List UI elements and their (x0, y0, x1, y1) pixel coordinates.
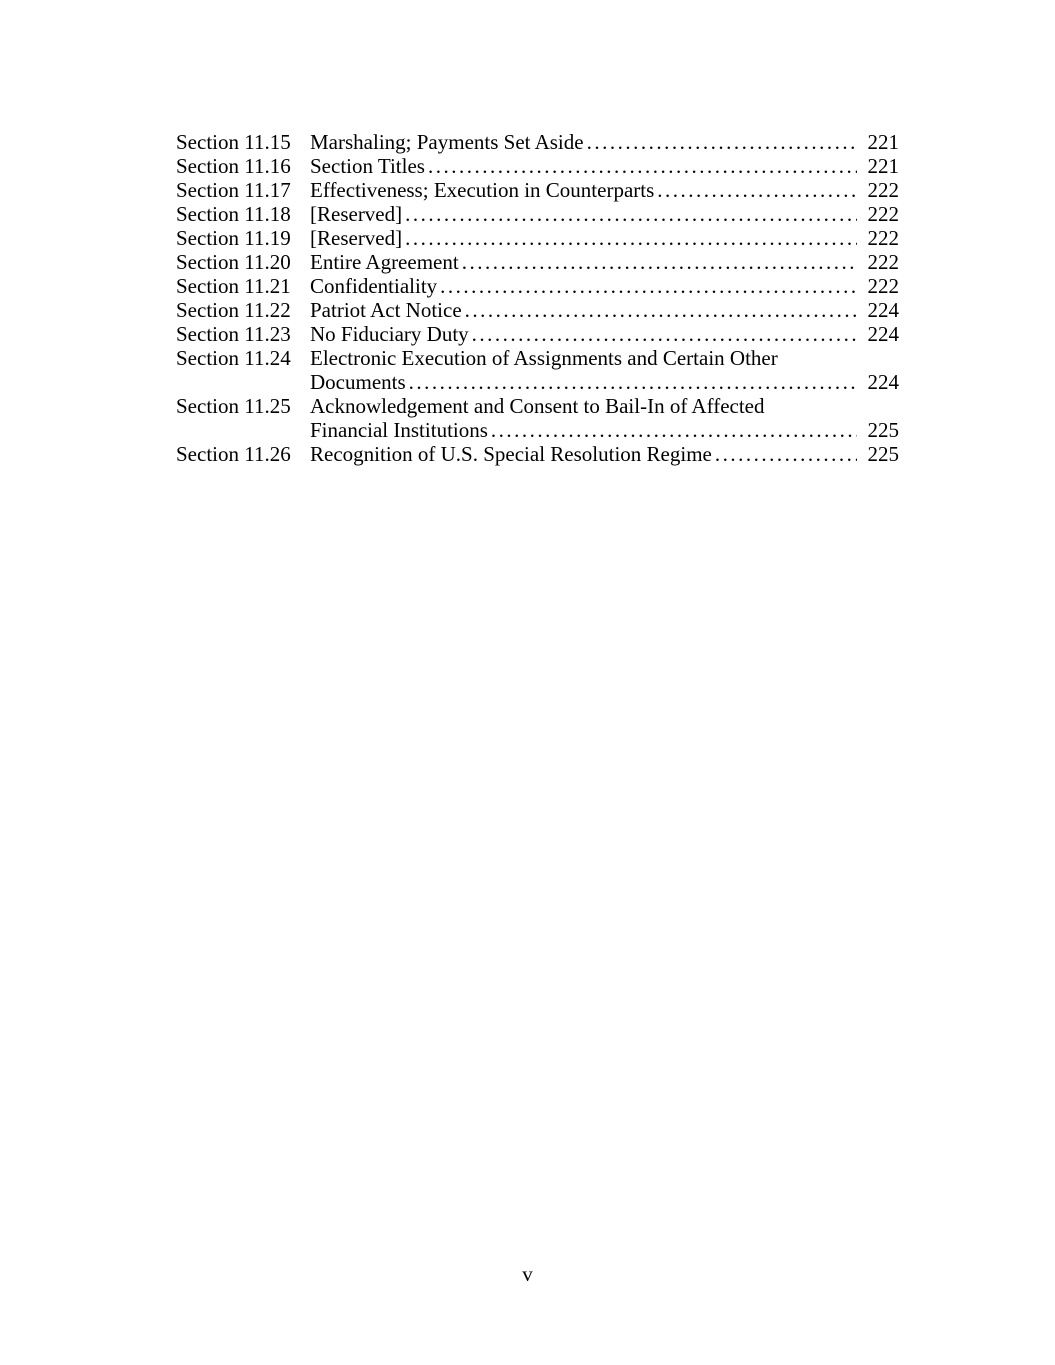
toc-page-number: 222 (867, 250, 899, 274)
dot-leader (405, 202, 857, 226)
dot-leader (587, 130, 857, 154)
toc-page-number: 224 (867, 370, 899, 394)
table-of-contents (176, 130, 899, 466)
toc-page-number: 221 (867, 154, 899, 178)
toc-entry-title: Section Titles (310, 154, 425, 178)
toc-row (176, 130, 899, 154)
toc-page-number: 225 (867, 418, 899, 442)
toc-page-number: 222 (867, 202, 899, 226)
toc-row-continuation (176, 418, 899, 442)
toc-entry-title: Financial Institutions (310, 418, 488, 442)
dot-leader (715, 442, 857, 466)
toc-row (176, 442, 899, 466)
toc-entry-title: Patriot Act Notice (310, 298, 462, 322)
toc-section-label: Section 11.17 (176, 178, 291, 202)
toc-row (176, 394, 899, 418)
dot-leader (405, 226, 857, 250)
toc-entry-title: [Reserved] (310, 202, 403, 226)
toc-page-number: 224 (867, 298, 899, 322)
toc-section-label: Section 11.21 (176, 274, 291, 298)
toc-entry-title: Documents (310, 370, 406, 394)
page-footer (0, 1262, 1055, 1286)
toc-section-label: Section 11.19 (176, 226, 291, 250)
toc-entry-title: No Fiduciary Duty (310, 322, 469, 346)
footer-page-number: v (522, 1262, 533, 1286)
toc-section-label: Section 11.16 (176, 154, 291, 178)
toc-entry-title: Electronic Execution of Assignments and Certain Other (310, 346, 778, 370)
dot-leader (409, 370, 857, 394)
dot-leader (440, 274, 857, 298)
toc-page-number: 225 (867, 442, 899, 466)
toc-row-continuation (176, 370, 899, 394)
toc-section-label: Section 11.25 (176, 394, 291, 418)
toc-row (176, 178, 899, 202)
toc-entry-title: Confidentiality (310, 274, 438, 298)
toc-row (176, 154, 899, 178)
toc-section-label: Section 11.26 (176, 442, 291, 466)
toc-page-number: 222 (867, 226, 899, 250)
toc-page-number: 224 (867, 322, 899, 346)
dot-leader (472, 322, 857, 346)
dot-leader (462, 250, 857, 274)
dot-leader (428, 154, 857, 178)
toc-page-number: 222 (867, 274, 899, 298)
dot-leader (657, 178, 857, 202)
toc-section-label: Section 11.20 (176, 250, 291, 274)
toc-row (176, 226, 899, 250)
toc-row (176, 274, 899, 298)
dot-leader (491, 418, 857, 442)
toc-row (176, 250, 899, 274)
toc-entry-title: [Reserved] (310, 226, 403, 250)
toc-row (176, 322, 899, 346)
toc-row (176, 346, 899, 370)
dot-leader (465, 298, 857, 322)
toc-row (176, 202, 899, 226)
toc-entry-title: Effectiveness; Execution in Counterparts (310, 178, 655, 202)
toc-section-label: Section 11.22 (176, 298, 291, 322)
toc-entry-title: Entire Agreement (310, 250, 459, 274)
toc-section-label: Section 11.24 (176, 346, 291, 370)
toc-section-label: Section 11.18 (176, 202, 291, 226)
toc-entry-title: Recognition of U.S. Special Resolution Regime (310, 442, 712, 466)
toc-row (176, 298, 899, 322)
toc-section-label: Section 11.23 (176, 322, 291, 346)
toc-section-label: Section 11.15 (176, 130, 291, 154)
toc-page-number: 222 (867, 178, 899, 202)
toc-entry-title: Acknowledgement and Consent to Bail-In of Affected (310, 394, 765, 418)
toc-page-number: 221 (867, 130, 899, 154)
toc-entry-title: Marshaling; Payments Set Aside (310, 130, 584, 154)
